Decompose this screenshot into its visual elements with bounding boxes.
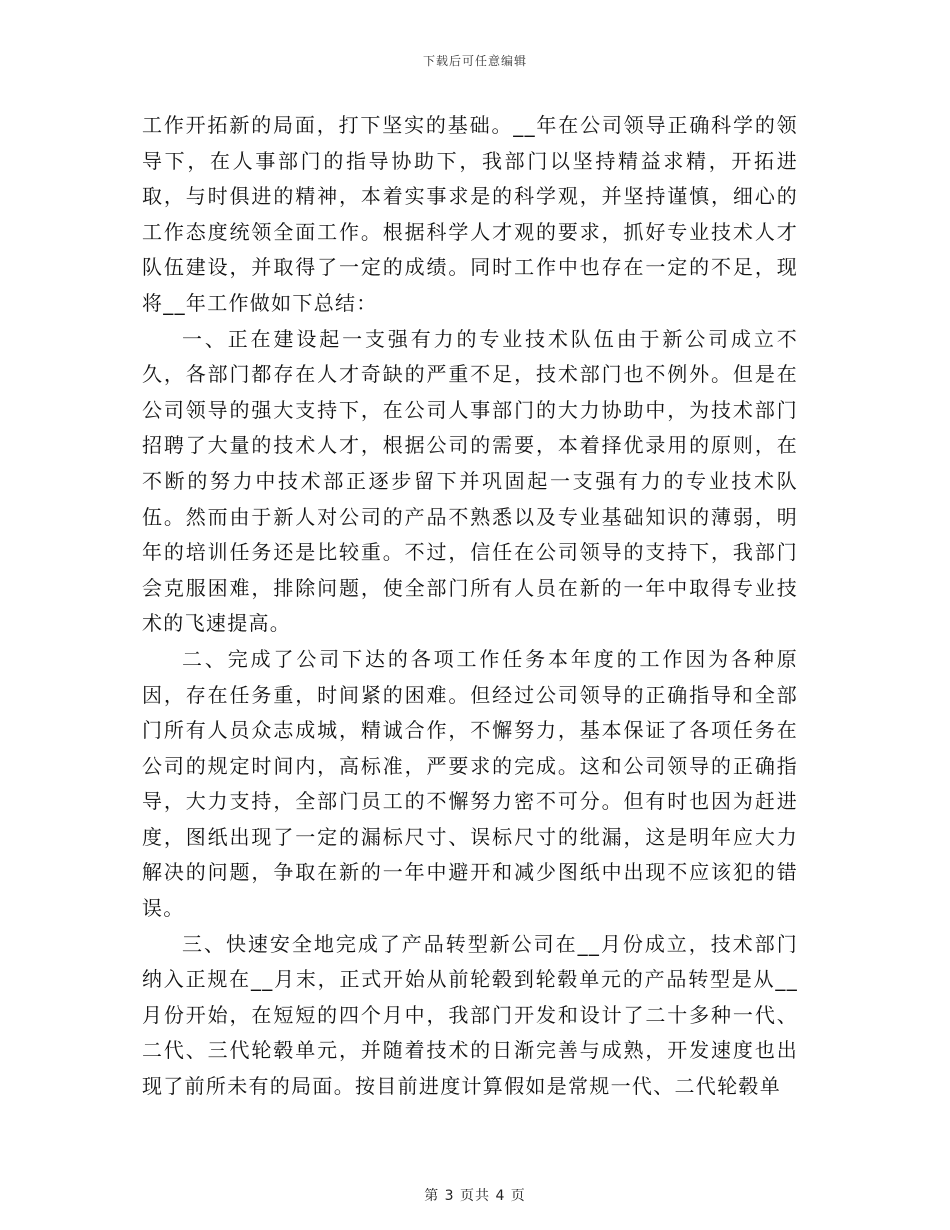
paragraph-section-one: 一、正在建设起一支强有力的专业技术队伍由于新公司成立不久，各部门都存在人才奇缺的严重不足，技术部门也不例外。但是在公司领导的强大支持下，在公司人事部门的大力协助中，为技术部门招聘了大量的技术人才，根据公司的需要，本着择优录用的原则，在不断的努力中技术部正逐步留下并巩固起一支强有力的专业技术队伍。然而由于新人对公司的产品不熟悉以及专业基础知识的薄弱，明年的培训任务还是比较重。不过，信任在公司领导的支持下，我部门会克服困难，排除问题，使全部门所有人员在新的一年中取得专业技术的飞速提高。 xyxy=(142,326,798,636)
page-header: 下载后可任意编辑 xyxy=(422,54,527,68)
document-body xyxy=(142,108,798,1105)
page-number-footer: 第 3 页共 4 页 xyxy=(424,1188,526,1204)
paragraph-section-three: 三、快速安全地完成了产品转型新公司在__月份成立，技术部门纳入正规在__月末，正式开始从前轮毂到轮毂单元的产品转型是从__月份开始，在短短的四个月中，我部门开发和设计了二十多种一代、二代、三代轮毂单元，并随着技术的日渐完善与成熟，开发速度也出现了前所未有的局面。按目前进度计算假如是常规一代、二代轮毂单 xyxy=(142,931,798,1099)
paragraph-continuation: 工作开拓新的局面，打下坚实的基础。__年在公司领导正确科学的领导下，在人事部门的指导协助下，我部门以坚持精益求精，开拓进取，与时俱进的精神，本着实事求是的科学观，并坚持谨慎，细心的工作态度统领全面工作。根据科学人才观的要求，抓好专业技术人才队伍建设，并取得了一定的成绩。同时工作中也存在一定的不足，现将__年工作做如下总结： xyxy=(142,113,798,315)
paragraph-section-two: 二、完成了公司下达的各项工作任务本年度的工作因为各种原因，存在任务重，时间紧的困难。但经过公司领导的正确指导和全部门所有人员众志成城，精诚合作，不懈努力，基本保证了各项任务在公司的规定时间内，高标准，严要求的完成。这和公司领导的正确指导，大力支持，全部门员工的不懈努力密不可分。但有时也因为赶进度，图纸出现了一定的漏标尺寸、误标尺寸的纰漏，这是明年应大力解决的问题，争取在新的一年中避开和减少图纸中出现不应该犯的错误。 xyxy=(142,646,798,921)
